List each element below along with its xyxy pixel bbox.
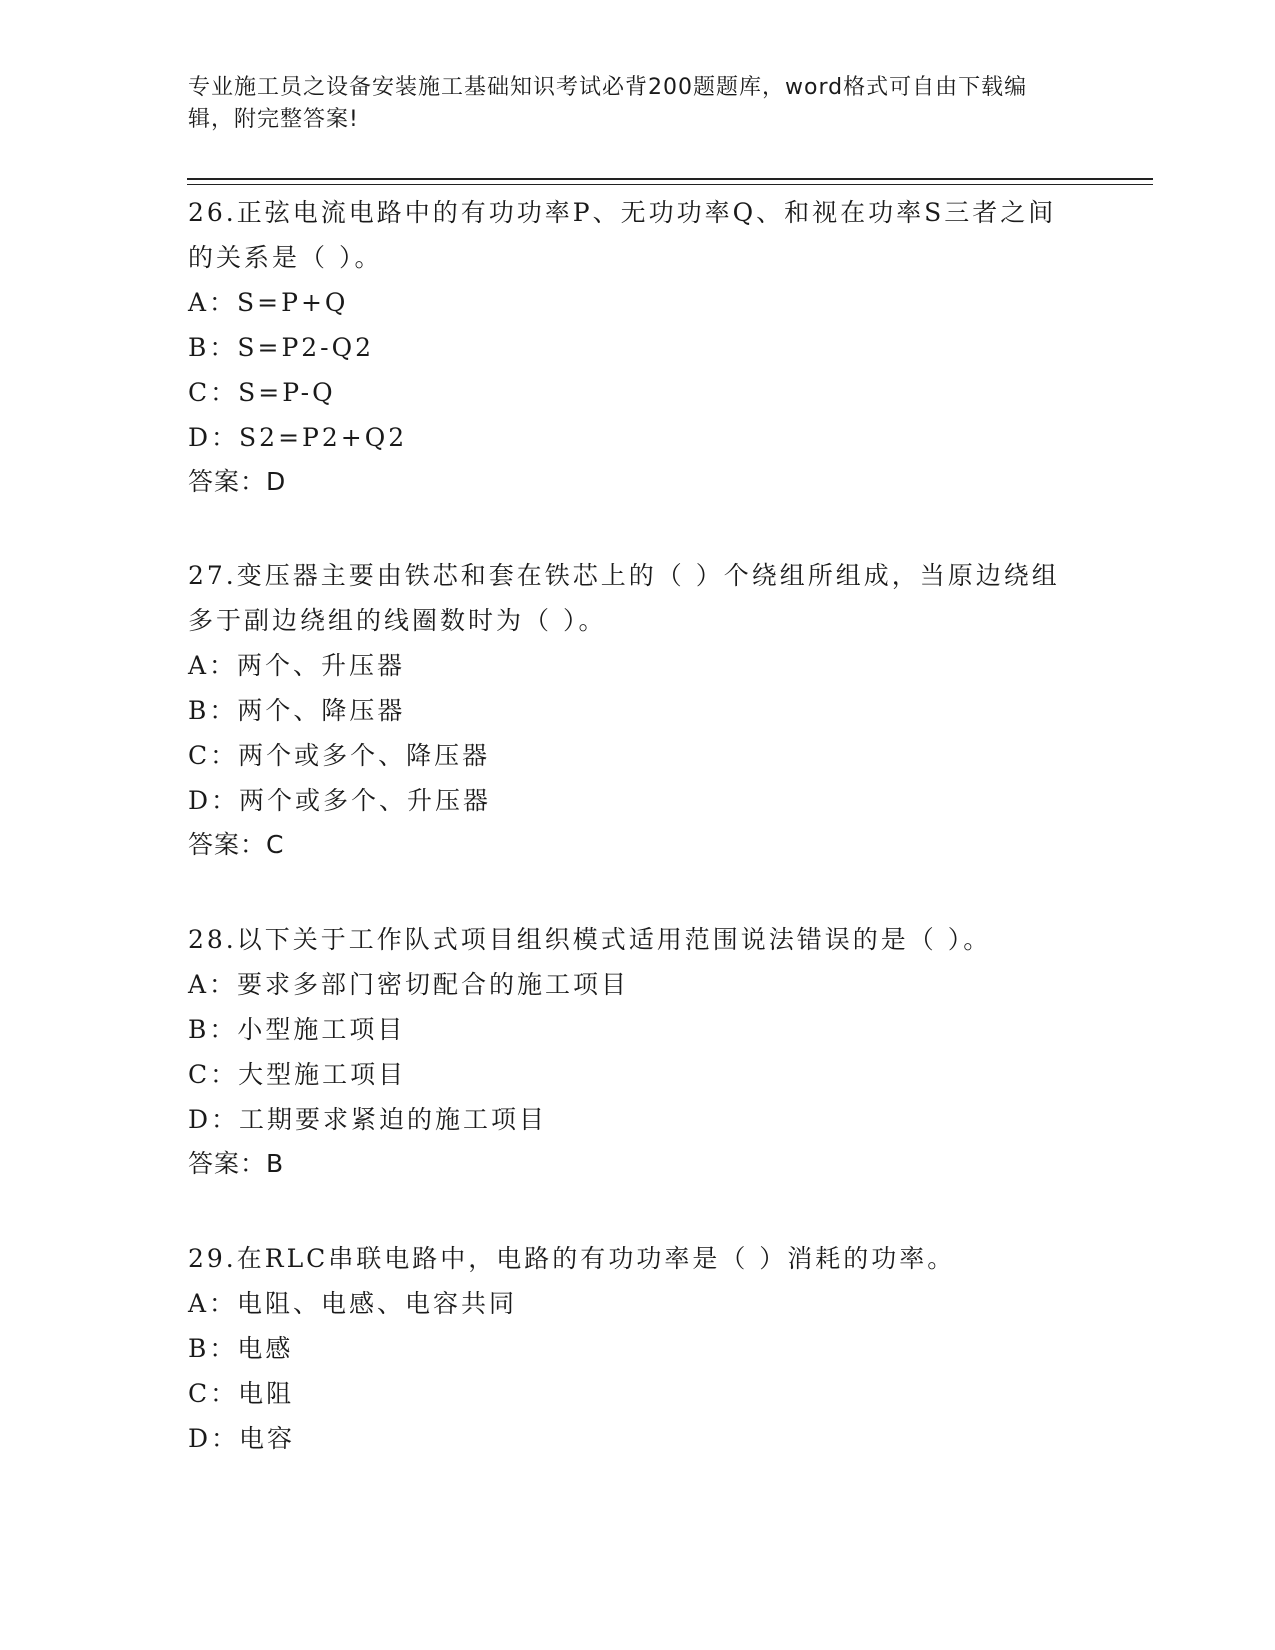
question-29 (188, 1236, 1068, 1461)
document-header: 专业施工员之设备安装施工基础知识考试必背200题题库，word格式可自由下载编辑，附完整答案! (188, 75, 1028, 132)
option-c: C：S=P-Q (188, 378, 336, 407)
option-a: A：S=P+Q (188, 288, 349, 317)
question-26 (188, 190, 1068, 504)
question-stem: 28.以下关于工作队式项目组织模式适用范围说法错误的是（ ）。 (188, 925, 992, 954)
question-stem: 26.正弦电流电路中的有功功率P、无功功率Q、和视在功率S三者之间的关系是（ ）。 (188, 198, 1057, 272)
answer-line: 答案：B (188, 1149, 285, 1178)
option-d: D：电容 (188, 1424, 296, 1453)
option-c: C：两个或多个、降压器 (188, 741, 491, 770)
question-stem: 27.变压器主要由铁芯和套在铁芯上的（ ）个绕组所组成，当原边绕组多于副边绕组的线圈数时为（ ）。 (188, 561, 1060, 635)
option-a: A：两个、升压器 (188, 651, 406, 680)
option-b: B：电感 (188, 1334, 294, 1363)
answer-line: 答案：C (188, 830, 285, 859)
option-b: B：小型施工项目 (188, 1015, 406, 1044)
header-divider-thin (187, 184, 1153, 185)
answer-line: 答案：D (188, 467, 287, 496)
header-divider-thick (187, 178, 1153, 180)
option-d: D：S2=P2+Q2 (188, 423, 408, 452)
option-d: D：工期要求紧迫的施工项目 (188, 1105, 548, 1134)
question-27 (188, 553, 1068, 867)
option-a: A：电阻、电感、电容共同 (188, 1289, 518, 1318)
option-c: C：电阻 (188, 1379, 295, 1408)
option-d: D：两个或多个、升压器 (188, 786, 492, 815)
question-stem: 29.在RLC串联电路中，电路的有功功率是（ ）消耗的功率。 (188, 1244, 956, 1273)
option-a: A：要求多部门密切配合的施工项目 (188, 970, 630, 999)
question-28 (188, 917, 1068, 1186)
option-b: B：S=P2-Q2 (188, 333, 375, 362)
option-c: C：大型施工项目 (188, 1060, 407, 1089)
option-b: B：两个、降压器 (188, 696, 406, 725)
